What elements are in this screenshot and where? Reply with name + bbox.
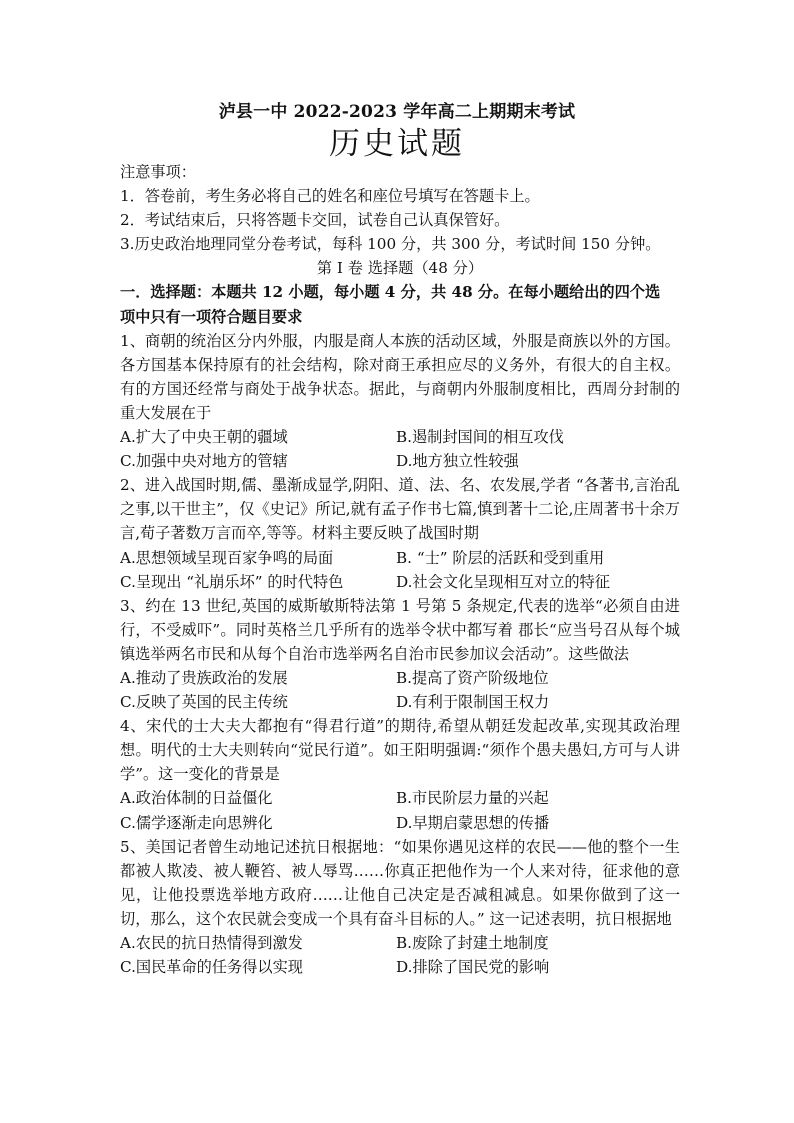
- question-stem: 2、进入战国时期,儒、墨渐成显学,阴阳、道、法、名、农发展,学者 “各著书,言治乱之事,以干世主”，仅《史记》所记,就有孟子作书七篇,慎到著十二论,庄周著书十余万言,荀子著数万言而卒,等等。材料主要反映了战国时期: [120, 476, 680, 543]
- option-d: D.社会文化呈现相互对立的特征: [396, 572, 610, 591]
- exam-body: [120, 160, 680, 979]
- option-d: D.地方独立性较强: [396, 452, 519, 471]
- question-stem: 5、美国记者曾生动地记述抗日根据地：“如果你遇见这样的农民——他的整个一生都被人欺凌、被人鞭笞、被人辱骂……你真正把他作为一个人来对待，征求他的意见，让他投票选举地方政府……让他自己决定是否减租减息。如果你做到了这一切，那么，这个农民就会变成一个具有奋斗目标的人。” 这一记述表明，抗日根据地: [120, 837, 680, 928]
- option-c: C.呈现出 “礼崩乐坏” 的时代特色: [120, 572, 344, 591]
- question-options: [120, 425, 680, 473]
- section-instruction-line1: 一．选择题：本题共 12 小题，每小题 4 分，共 48 分。在每小题给出的四个选: [120, 283, 661, 302]
- option-d: D.早期启蒙思想的传播: [396, 813, 550, 832]
- option-a: A.农民的抗日热情得到激发: [120, 934, 303, 952]
- question-2: [120, 473, 680, 593]
- question-stem: 4、宋代的士大夫大都抱有“得君行道”的期待,希望从朝廷发起改革,实现其政治理想。明代的士大夫则转向“觉民行道”。如王阳明强调:“须作个愚夫愚妇,方可与人讲学”。这一变化的背景是: [120, 717, 680, 784]
- section-instruction-line2: 项中只有一项符合题目要求: [120, 307, 303, 326]
- note-item: 1．答卷前，考生务必将自己的姓名和座位号填写在答题卡上。: [120, 187, 540, 206]
- option-b: B.遏制封国间的相互攻伐: [396, 428, 564, 447]
- option-c: C.儒学逐渐走向思辨化: [120, 813, 273, 832]
- option-a: A.扩大了中央王朝的疆域: [120, 428, 288, 447]
- option-d: D.排除了国民党的影响: [396, 958, 550, 977]
- note-item: 3.历史政治地理同堂分卷考试，每科 100 分，共 300 分，考试时间 150 分钟。: [120, 235, 661, 254]
- question-options: [120, 786, 680, 834]
- notes-heading: 注意事项：: [120, 163, 196, 181]
- question-1: [120, 329, 680, 474]
- option-b: B.提高了资产阶级地位: [396, 668, 549, 687]
- note-item: 2．考试结束后，只将答题卡交回，试卷自己认真保管好。: [120, 211, 510, 230]
- question-options: [120, 546, 680, 594]
- option-a: A.思想领域呈现百家争鸣的局面: [120, 548, 334, 567]
- question-5: [120, 835, 680, 980]
- question-4: [120, 714, 680, 834]
- option-d: D.有利于限制国王权力: [396, 693, 550, 712]
- option-c: C.反映了英国的民主传统: [120, 693, 288, 712]
- exam-title: 泸县一中 2022-2023 学年高二上期期末考试: [218, 102, 576, 122]
- subject-title: 历史试题: [329, 126, 465, 162]
- option-a: A.政治体制的日益僵化: [120, 789, 273, 808]
- question-3: [120, 594, 680, 714]
- question-stem: 1、商朝的统治区分内外服，内服是商人本族的活动区域，外服是商族以外的方国。各方国基本保持原有的社会结构，除对商王承担应尽的义务外，有很大的自主权。有的方国还经常与商处于战争状态。据此，与商朝内外服制度相比，西周分封制的重大发展在于: [120, 331, 680, 422]
- question-options: [120, 931, 680, 979]
- option-b: B. “士” 阶层的活跃和受到重用: [396, 548, 605, 567]
- question-options: [120, 666, 680, 714]
- option-a: A.推动了贵族政治的发展: [120, 668, 288, 687]
- question-stem: 3、约在 13 世纪,英国的威斯敏斯特法第 1 号第 5 条规定,代表的选举“必须自由进行，不受威吓”。同时英格兰几乎所有的选举令状中都写着 郡长“应当号召从每个城镇选举两名市民和从每个自治市选举两名自治市民参加议会活动”。这些做法: [120, 596, 680, 663]
- notes-block: [120, 160, 680, 256]
- volume-title: 第 I 卷 选择题（48 分）: [316, 259, 484, 278]
- option-c: C.加强中央对地方的管辖: [120, 452, 288, 471]
- option-c: C.国民革命的任务得以实现: [120, 958, 303, 977]
- option-b: B.市民阶层力量的兴起: [396, 789, 549, 808]
- option-b: B.废除了封建土地制度: [396, 934, 549, 952]
